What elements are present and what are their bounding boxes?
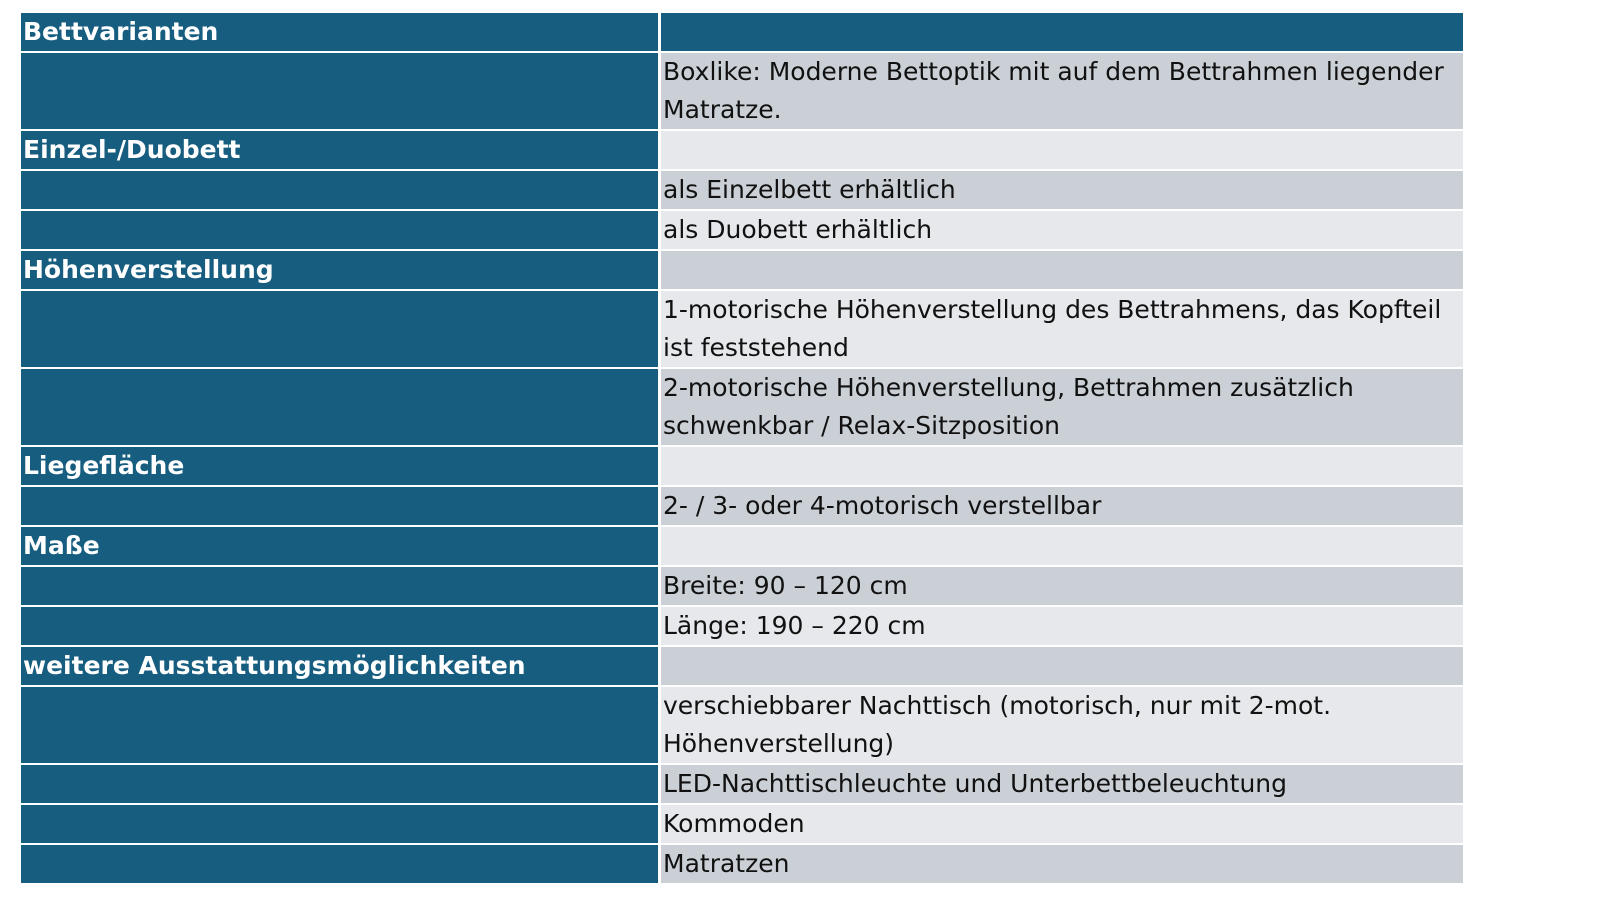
row-label bbox=[21, 607, 661, 647]
table-row bbox=[21, 845, 1463, 885]
row-value bbox=[661, 131, 1463, 171]
row-label bbox=[21, 53, 661, 131]
row-value: 2- / 3- oder 4-motorisch verstellbar bbox=[661, 487, 1463, 527]
row-label bbox=[21, 369, 661, 447]
table-row bbox=[21, 687, 1463, 765]
table-row bbox=[21, 53, 1463, 131]
row-label bbox=[21, 845, 661, 885]
table-row bbox=[21, 805, 1463, 845]
row-label: Liegefläche bbox=[21, 447, 661, 487]
row-value bbox=[661, 251, 1463, 291]
row-label bbox=[21, 211, 661, 251]
row-value bbox=[661, 527, 1463, 567]
row-value: Kommoden bbox=[661, 805, 1463, 845]
table-row bbox=[21, 447, 1463, 487]
table-row bbox=[21, 487, 1463, 527]
row-value: Breite: 90 – 120 cm bbox=[661, 567, 1463, 607]
row-label: Höhenverstellung bbox=[21, 251, 661, 291]
row-label bbox=[21, 291, 661, 369]
table-row bbox=[21, 765, 1463, 805]
table-row bbox=[21, 607, 1463, 647]
spec-table bbox=[21, 13, 1463, 885]
row-value: Matratzen bbox=[661, 845, 1463, 885]
row-label: Einzel-/Duobett bbox=[21, 131, 661, 171]
row-value: verschiebbarer Nachttisch (motorisch, nur mit 2-mot. Höhenverstellung) bbox=[661, 687, 1463, 765]
row-label: Bettvarianten bbox=[21, 13, 661, 53]
row-value: als Duobett erhältlich bbox=[661, 211, 1463, 251]
row-label bbox=[21, 567, 661, 607]
row-label: weitere Ausstattungsmöglichkeiten bbox=[21, 647, 661, 687]
table-row bbox=[21, 131, 1463, 171]
row-value bbox=[661, 447, 1463, 487]
row-value bbox=[661, 647, 1463, 687]
table-row bbox=[21, 171, 1463, 211]
row-value: als Einzelbett erhältlich bbox=[661, 171, 1463, 211]
row-value: 2-motorische Höhenverstellung, Bettrahmen zusätzlich schwenkbar / Relax-Sitzposition bbox=[661, 369, 1463, 447]
row-label bbox=[21, 487, 661, 527]
row-value: LED-Nachttischleuchte und Unterbettbeleuchtung bbox=[661, 765, 1463, 805]
row-value: Boxlike: Moderne Bettoptik mit auf dem Bettrahmen liegender Matratze. bbox=[661, 53, 1463, 131]
table-row bbox=[21, 369, 1463, 447]
row-label bbox=[21, 805, 661, 845]
spec-table-body bbox=[21, 13, 1463, 885]
table-row bbox=[21, 251, 1463, 291]
table-row bbox=[21, 567, 1463, 607]
row-value bbox=[661, 13, 1463, 53]
table-row bbox=[21, 13, 1463, 53]
row-label bbox=[21, 687, 661, 765]
row-label: Maße bbox=[21, 527, 661, 567]
table-row bbox=[21, 291, 1463, 369]
table-row bbox=[21, 527, 1463, 567]
row-value: 1-motorische Höhenverstellung des Bettrahmens, das Kopfteil ist feststehend bbox=[661, 291, 1463, 369]
table-row bbox=[21, 211, 1463, 251]
row-value: Länge: 190 – 220 cm bbox=[661, 607, 1463, 647]
row-label bbox=[21, 765, 661, 805]
row-label bbox=[21, 171, 661, 211]
table-row bbox=[21, 647, 1463, 687]
